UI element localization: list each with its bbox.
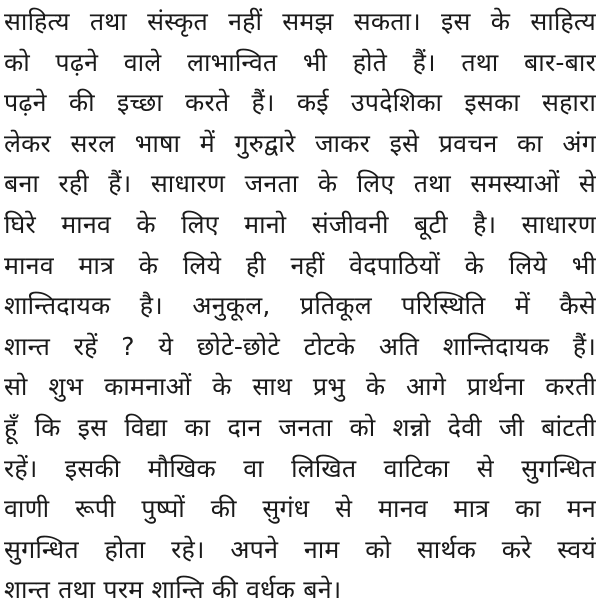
text-line-2: को पढ़ने वाले लाभान्वित भी होते हैं। तथा बार-बार (4, 47, 596, 77)
text-line-7: मानव मात्र के लिये ही नहीं वेदपाठियों के लिये भी (4, 250, 596, 280)
text-line-12: रहें। इसकी मौखिक वा लिखित वाटिका से सुगन्धित (4, 453, 596, 483)
text-line-3: पढ़ने की इच्छा करते हैं। कई उपदेशिका इसका सहारा (4, 88, 596, 118)
text-line-10: सो शुभ कामनाओं के साथ प्रभु के आगे प्रार्थना करती (4, 372, 596, 402)
text-line-4: लेकर सरल भाषा में गुरुद्वारे जाकर इसे प्रवचन का अंग (4, 128, 596, 158)
document-page (4, 0, 596, 616)
text-line-14: सुगन्धित होता रहे। अपने नाम को सार्थक करे स्वयं (4, 534, 596, 564)
text-line-13: वाणी रूपी पुष्पों की सुगंध से मानव मात्र का मन (4, 494, 596, 524)
text-line-6: घिरे मानव के लिए मानो संजीवनी बूटी है। साधारण (4, 209, 596, 239)
text-line-8: शान्तिदायक है। अनुकूल, प्रतिकूल परिस्थिति में कैसे (4, 291, 596, 321)
text-line-1: साहित्य तथा संस्कृत नहीं समझ सकता। इस के साहित्य (4, 7, 596, 36)
text-line-9: शान्त रहें ? ये छोटे-छोटे टोटके अति शान्तिदायक हैं। (4, 331, 596, 361)
text-line-5: बना रही हैं। साधारण जनता के लिए तथा समस्याओं से (4, 169, 596, 199)
text-line-11: हूँ कि इस विद्या का दान जनता को शन्नो देवी जी बांटती (4, 412, 596, 442)
text-line-15: शान्त तथा परम शान्ति की वर्धक बने। (4, 575, 342, 605)
